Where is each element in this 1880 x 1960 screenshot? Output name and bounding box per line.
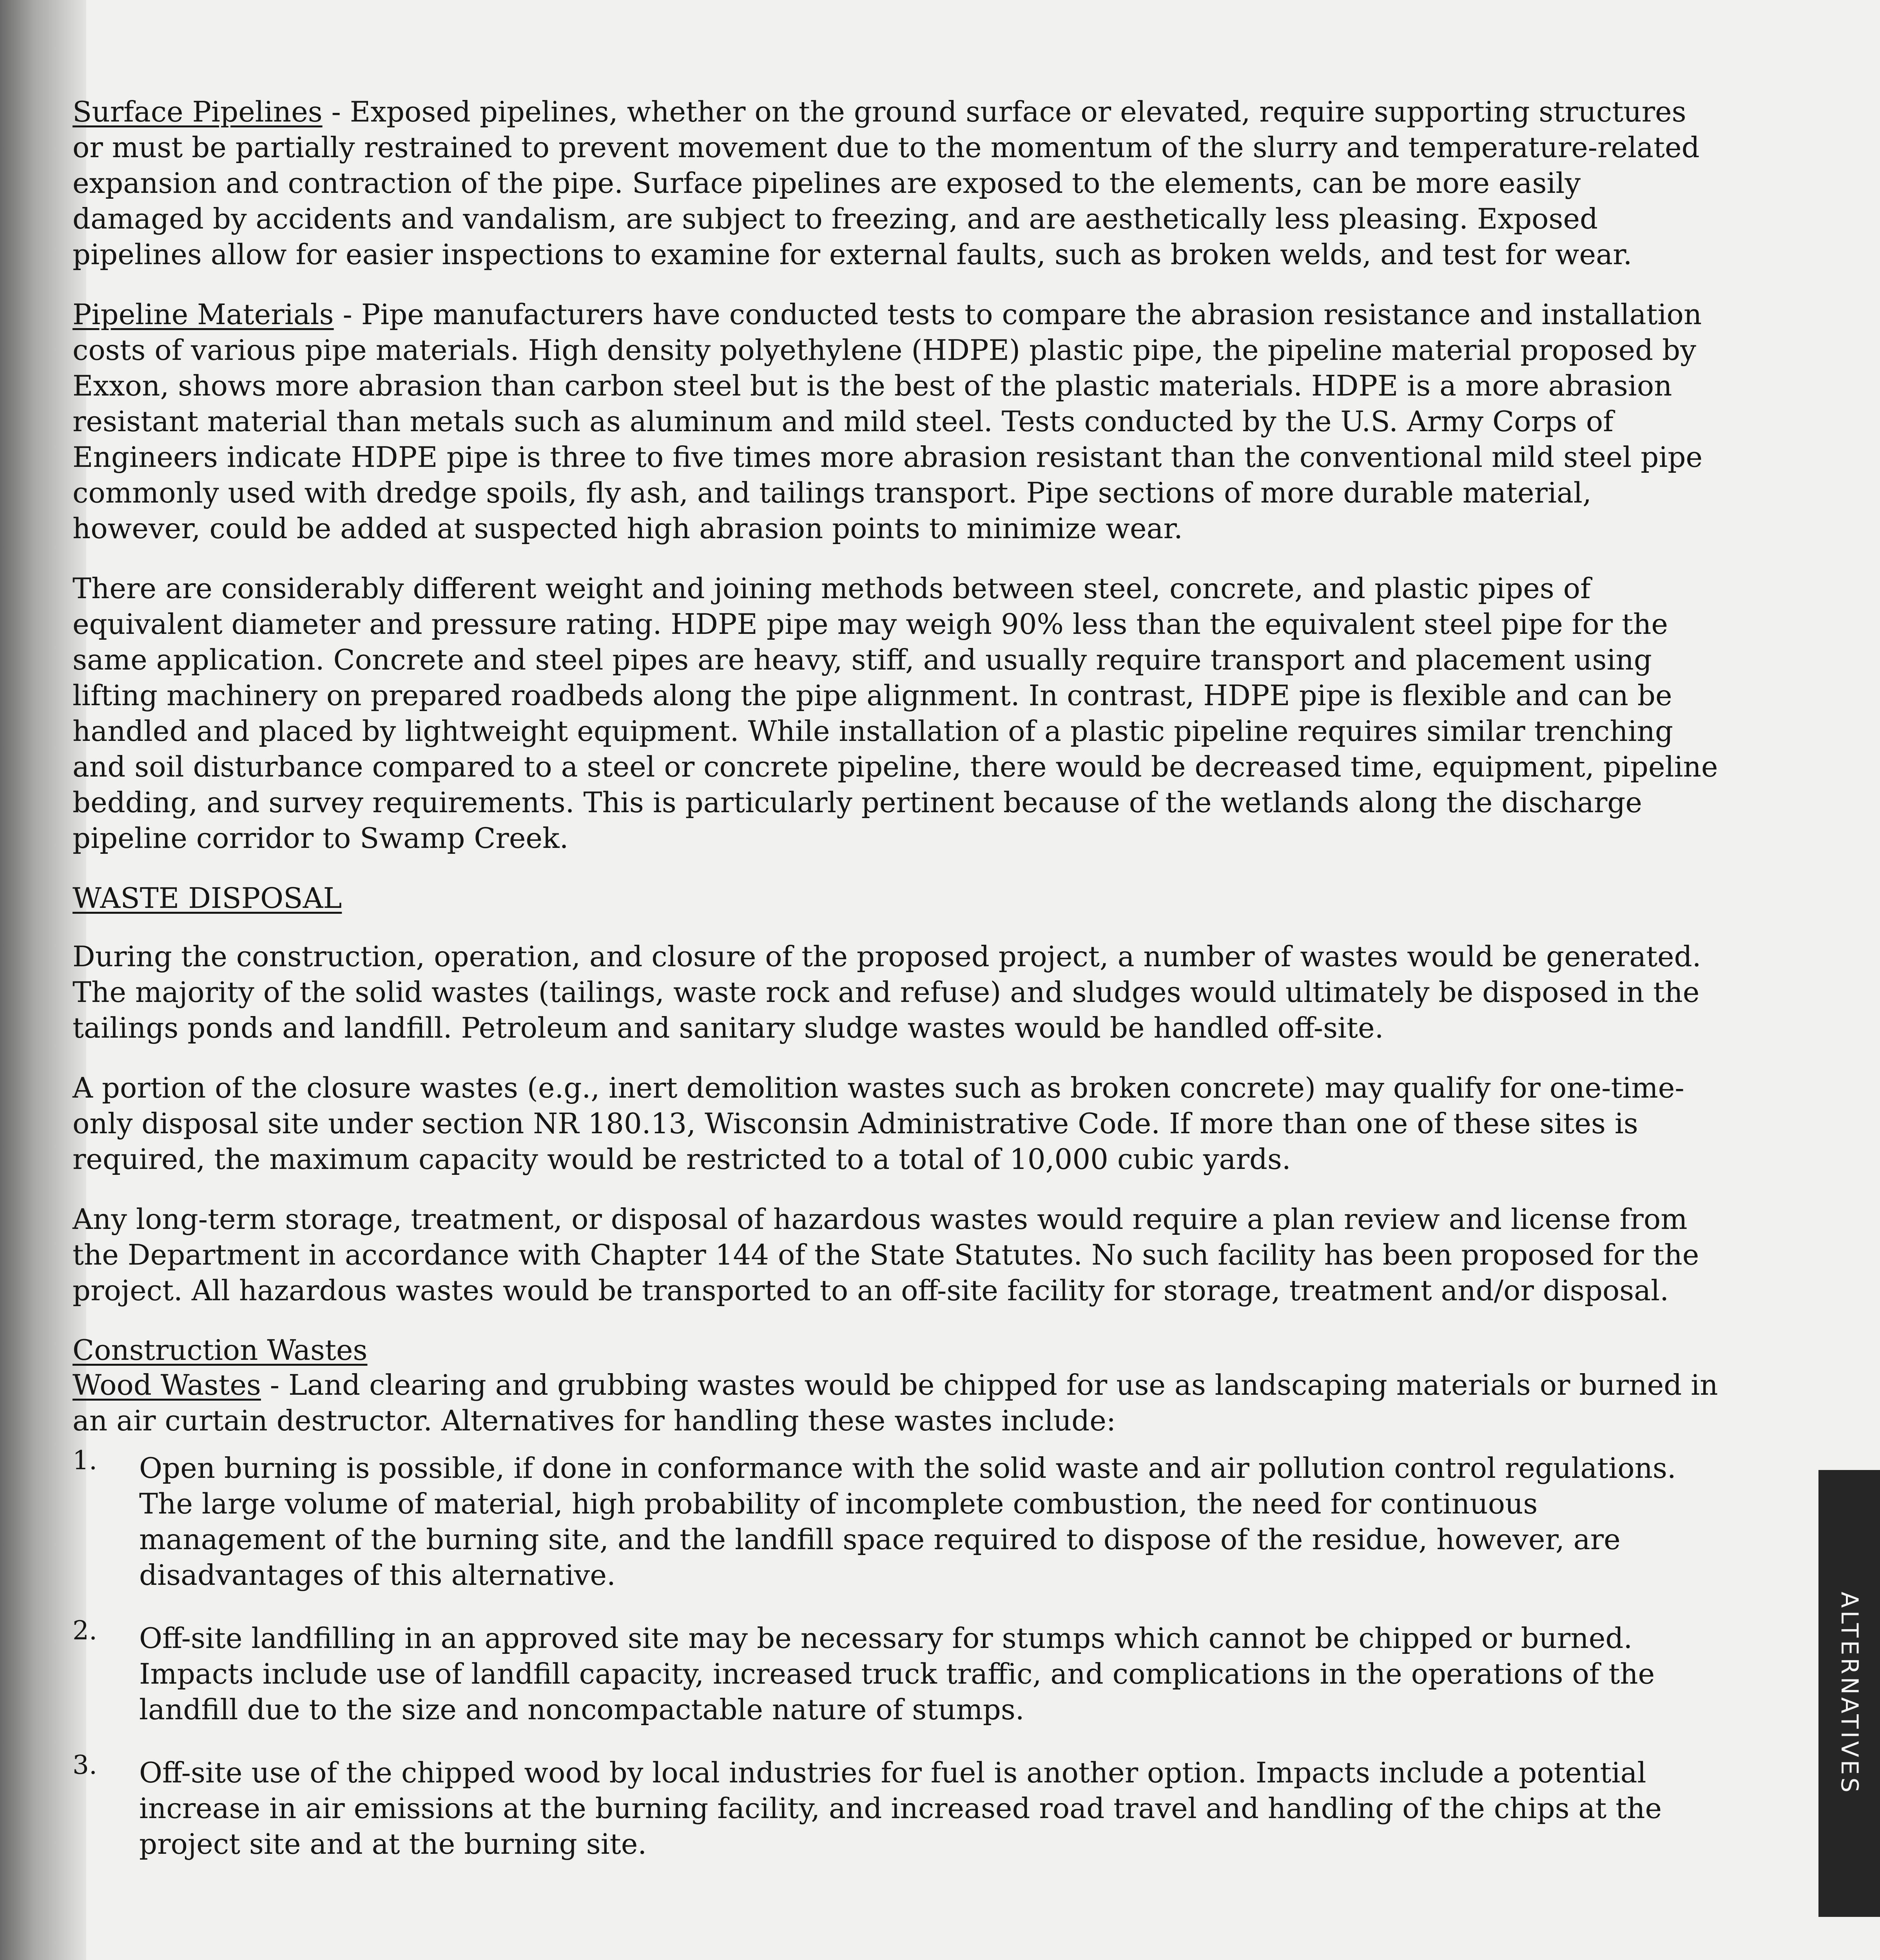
paragraph-hazardous-wastes: Any long-term storage, treatment, or disposal of hazardous wastes would require a plan review and license from the Department in accordance with Chapter 144 of the State Statutes. No such facility has been proposed for the project. All hazardous wastes would be transported to an off-site facility for storage, treatment and/or disposal. bbox=[73, 1203, 1699, 1307]
subheading-construction-wastes: Construction Wastes bbox=[73, 1334, 368, 1367]
paragraph-weight-joining: There are considerably different weight and joining methods between steel, concrete, and plastic pipes of equivalent diameter and pressure rating. HDPE pipe may weigh 90% less than the equivalent steel pipe for the same application. Concrete and steel pipes are heavy, stiff, and usually require transport and placement using lifting machinery on prepared roadbeds along the pipe alignment. In contrast, HDPE pipe is flexible and can be handled and placed by lightweight equipment. While installation of a plastic pipeline requires similar trenching and soil disturbance compared to a steel or concrete pipeline, there would be decreased time, equipment, pipeline bedding, and survey requirements. This is particularly pertinent because of the wetlands along the discharge pipeline corridor to Swamp Creek. bbox=[73, 572, 1718, 855]
list-item-text: Open burning is possible, if done in conformance with the solid waste and air pollution control regulations. The large volume of material, high probability of incomplete combustion, the need for continuous management of the burning site, and the landfill space required to dispose of the residue, however, are disadvantages of this alternative. bbox=[139, 1452, 1676, 1592]
text-pipeline-materials: - Pipe manufacturers have conducted tests to compare the abrasion resistance and installation costs of various pipe materials. High density polyethylene (HDPE) plastic pipe, the pipeline material proposed by Exxon, shows more abrasion than carbon steel but is the best of the plastic materials. HDPE is a more abrasion resistant material than metals such as aluminum and mild steel. Tests conducted by the U.S. Army Corps of Engineers indicate HDPE pipe is three to five times more abrasion resistant than the conventional mild steel pipe commonly used with dredge spoils, fly ash, and tailings transport. Pipe sections of more durable material, however, could be added at suspected high abrasion points to minimize wear. bbox=[73, 298, 1703, 545]
alternatives-list bbox=[73, 1445, 1719, 1862]
paragraph-wood-wastes bbox=[73, 1367, 1719, 1439]
list-item bbox=[73, 1445, 1719, 1593]
document-page bbox=[73, 94, 1719, 1889]
list-item-text: Off-site use of the chipped wood by local industries for fuel is another option. Impacts include a potential increase in air emissions at the burning facility, and increased road travel and handling of the chips at the project site and at the burning site. bbox=[139, 1756, 1662, 1860]
paragraph-pipeline-materials bbox=[73, 297, 1719, 546]
paragraph-surface-pipelines bbox=[73, 94, 1719, 272]
list-item bbox=[73, 1750, 1719, 1862]
section-tab-alternatives bbox=[1818, 1470, 1880, 1917]
paragraph-closure-wastes: A portion of the closure wastes (e.g., inert demolition wastes such as broken concrete) may qualify for one-time-only disposal site under section NR 180.13, Wisconsin Administrative Code. If more than one of these sites is required, the maximum capacity would be restricted to a total of 10,000 cubic yards. bbox=[73, 1071, 1684, 1176]
list-item-number: 3. bbox=[73, 1750, 97, 1780]
list-item bbox=[73, 1615, 1719, 1728]
heading-pipeline-materials: Pipeline Materials bbox=[73, 298, 334, 331]
paragraph-wastes-generated: During the construction, operation, and closure of the proposed project, a number of wastes would be generated. The majority of the solid wastes (tailings, waste rock and refuse) and sludges would ultimately be disposed in the tailings ponds and landfill. Petroleum and sanitary sludge wastes would be handled off-site. bbox=[73, 940, 1701, 1044]
list-item-text: Off-site landfilling in an approved site may be necessary for stumps which cannot be chipped or burned. Impacts include use of landfill capacity, increased truck traffic, and complications in the operations of the landfill due to the size and noncompactable nature of stumps. bbox=[139, 1622, 1655, 1726]
heading-wood-wastes: Wood Wastes bbox=[73, 1368, 261, 1401]
section-tab-label: ALTERNATIVES bbox=[1835, 1592, 1863, 1795]
list-item-number: 1. bbox=[73, 1445, 97, 1475]
heading-surface-pipelines: Surface Pipelines bbox=[73, 95, 323, 128]
text-wood-wastes: - Land clearing and grubbing wastes would be chipped for use as landscaping materials or burned in an air curtain destructor. Alternatives for handling these wastes include: bbox=[73, 1368, 1718, 1437]
section-heading-waste-disposal: WASTE DISPOSAL bbox=[73, 882, 342, 915]
text-surface-pipelines: - Exposed pipelines, whether on the ground surface or elevated, require supporting structures or must be partially restrained to prevent movement due to the momentum of the slurry and temperature-related expansion and contraction of the pipe. Surface pipelines are exposed to the elements, can be more easily damaged by accidents and vandalism, are subject to freezing, and are aesthetically less pleasing. Exposed pipelines allow for easier inspections to examine for external faults, such as broken welds, and test for wear. bbox=[73, 95, 1700, 271]
list-item-number: 2. bbox=[73, 1615, 97, 1646]
